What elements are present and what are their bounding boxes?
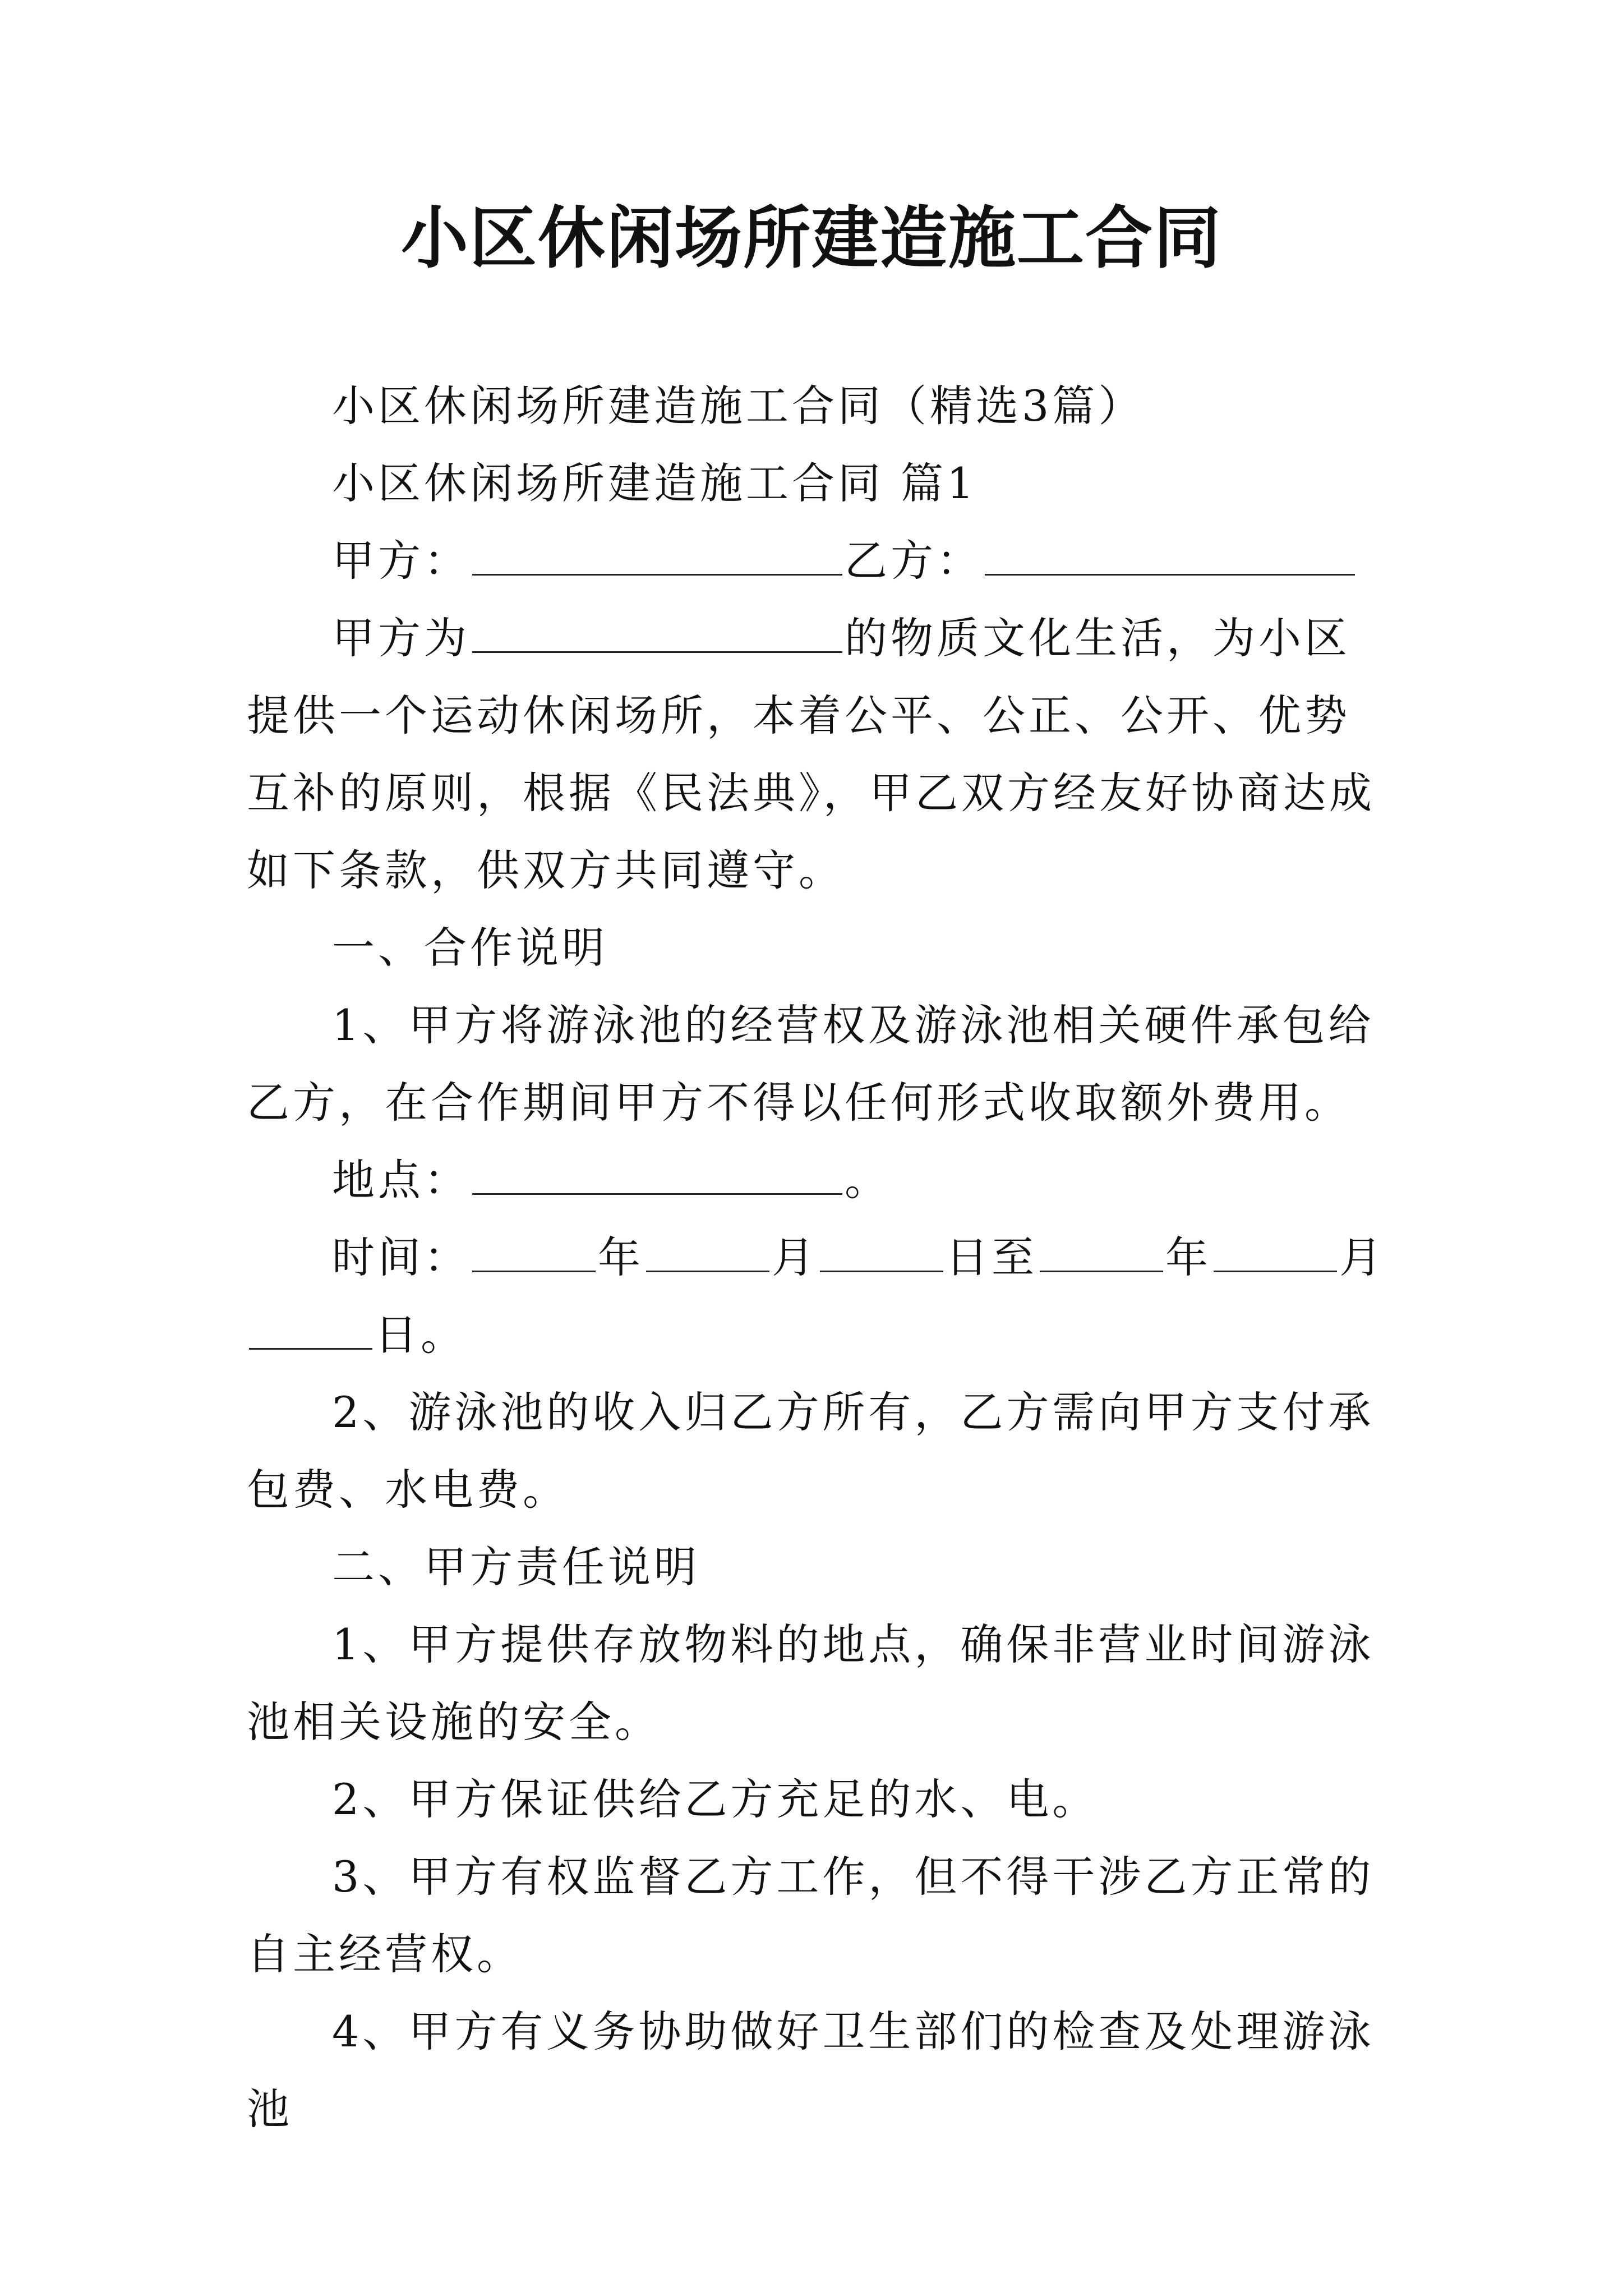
location-blank (472, 1153, 842, 1195)
preamble-start: 甲方为 (332, 613, 470, 663)
document-title: 小区休闲场所建造施工合同 (401, 199, 1222, 278)
paragraph-location (247, 1142, 1385, 1219)
party-a-blank (472, 533, 842, 576)
paragraph-heading-cooperation: 一、合作说明 (332, 923, 608, 973)
start-year-blank (472, 1230, 596, 1272)
paragraph-subtitle: 小区休闲场所建造施工合同（精选3篇） (332, 381, 1145, 431)
paragraph-clause-1-1: 1、甲方将游泳池的经营权及游泳池相关硬件承包给乙方，在合作期间甲方不得以任何形式收取额外费用。 (247, 1000, 1375, 1128)
end-day-blank (249, 1308, 372, 1350)
paragraph-time (247, 1219, 1385, 1374)
time-label: 时间： (332, 1232, 470, 1282)
party-a-label: 甲方： (332, 536, 470, 586)
document-body (247, 367, 1385, 2148)
start-month-unit: 月 (772, 1232, 818, 1282)
paragraph-clause-1-2: 2、游泳池的收入归乙方所有，乙方需向甲方支付承包费、水电费。 (247, 1387, 1375, 1515)
end-day-unit: 日。 (375, 1310, 467, 1360)
end-year-blank (1040, 1230, 1163, 1272)
end-month-unit: 月 (1339, 1232, 1385, 1282)
paragraph-clause-2-4: 4、甲方有义务协助做好卫生部们的检查及处理游泳池 (247, 2007, 1375, 2134)
location-label: 地点： (332, 1155, 470, 1205)
paragraph-clause-2-2: 2、甲方保证供给乙方充足的水、电。 (332, 1774, 1099, 1824)
start-day-unit: 日至 (946, 1232, 1038, 1282)
paragraph-parties (247, 522, 1385, 600)
preamble-blank (472, 611, 842, 653)
preamble-rest: 的物质文化生活，为小区提供一个运动休闲场所，本着公平、公正、公开、优势互补的原则，根据《民法典》，甲乙双方经友好协商达成如下条款，供双方共同遵守。 (247, 613, 1375, 895)
start-year-unit: 年 (598, 1232, 644, 1282)
party-b-blank (985, 533, 1355, 576)
party-b-label: 乙方： (845, 536, 983, 586)
end-year-unit: 年 (1165, 1232, 1211, 1282)
start-day-blank (820, 1230, 943, 1272)
paragraph-clause-2-3: 3、甲方有权监督乙方工作，但不得干涉乙方正常的自主经营权。 (247, 1852, 1375, 1979)
location-end: 。 (845, 1155, 891, 1205)
paragraph-clause-2-1: 1、甲方提供存放物料的地点，确保非营业时间游泳池相关设施的安全。 (247, 1619, 1375, 1747)
paragraph-heading-party-a: 二、甲方责任说明 (332, 1542, 700, 1592)
paragraph-preamble (247, 600, 1385, 909)
end-month-blank (1214, 1230, 1337, 1272)
start-month-blank (646, 1230, 769, 1272)
paragraph-section-heading: 小区休闲场所建造施工合同 篇1 (332, 458, 978, 508)
